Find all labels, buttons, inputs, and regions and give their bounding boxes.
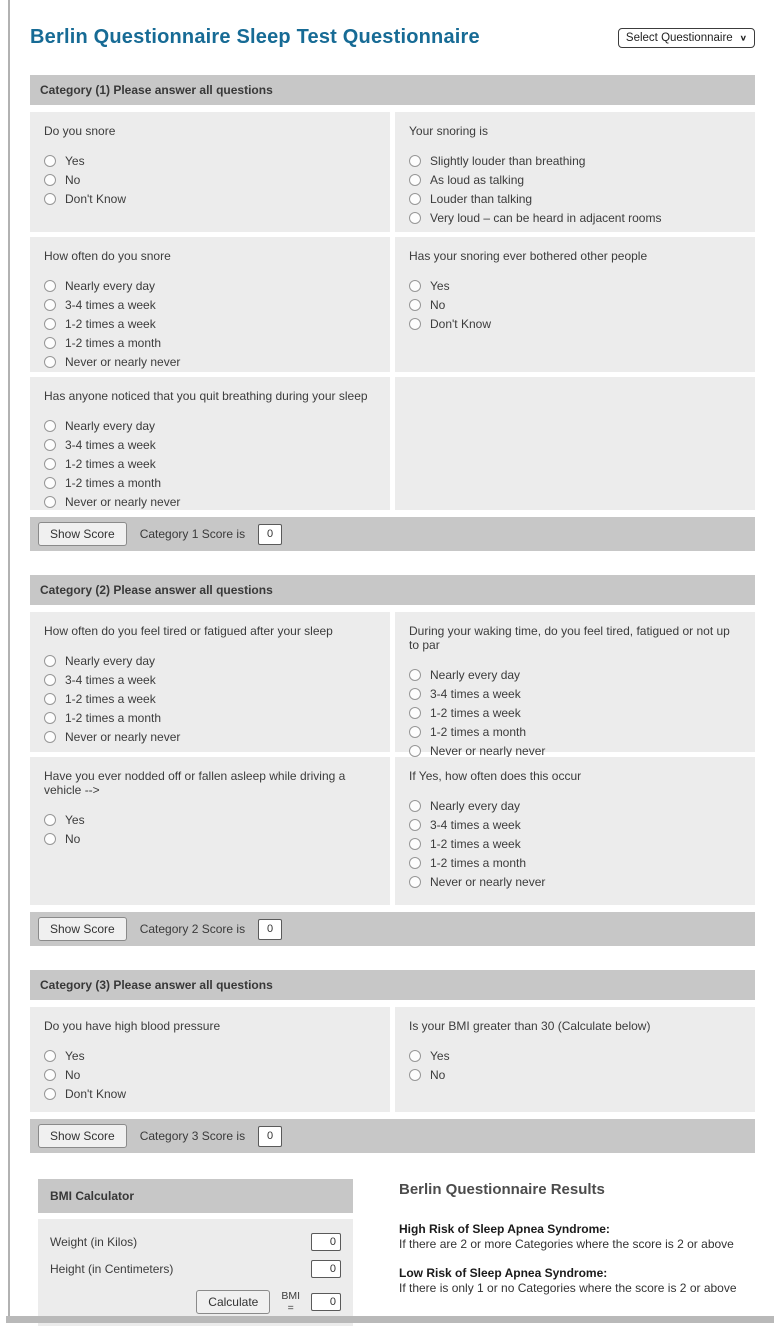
radio-icon[interactable] — [44, 174, 56, 186]
radio-option[interactable] — [44, 473, 376, 492]
options-group — [44, 151, 376, 208]
radio-option[interactable] — [44, 810, 376, 829]
options-group — [409, 151, 741, 227]
question-cell — [30, 612, 390, 752]
radio-icon[interactable] — [44, 299, 56, 311]
radio-option-label: 1-2 times a week — [430, 705, 521, 720]
radio-option-label: No — [65, 831, 81, 846]
question-label: Do you have high blood pressure — [44, 1019, 221, 1033]
radio-option-label: Very loud – can be heard in adjacent rooms — [430, 210, 662, 225]
calculate-button[interactable]: Calculate — [196, 1290, 270, 1314]
category-1-header: Category (1) Please answer all questions — [30, 75, 755, 105]
radio-option-label: 1-2 times a month — [430, 724, 527, 739]
low-risk-text: If there is only 1 or no Categories where the score is 2 or above — [399, 1281, 737, 1295]
radio-option-label: 1-2 times a week — [65, 691, 156, 706]
radio-icon[interactable] — [409, 280, 421, 292]
radio-option-label: 1-2 times a month — [430, 855, 527, 870]
radio-option[interactable] — [44, 708, 376, 727]
radio-option-label: 3-4 times a week — [65, 437, 156, 452]
radio-icon[interactable] — [409, 876, 421, 888]
category-1-questions — [30, 112, 755, 510]
empty-cell — [395, 377, 755, 510]
radio-option[interactable] — [409, 1046, 741, 1065]
category-2-questions — [30, 612, 755, 905]
show-score-button[interactable]: Show Score — [38, 522, 127, 546]
question-label: If Yes, how often does this occur — [409, 769, 582, 783]
radio-icon[interactable] — [409, 1069, 421, 1081]
radio-option[interactable] — [409, 853, 741, 872]
radio-icon[interactable] — [409, 819, 421, 831]
category-2-score-bar — [30, 912, 755, 946]
radio-option[interactable] — [44, 492, 376, 511]
radio-option[interactable] — [409, 796, 741, 815]
radio-option-label: Nearly every day — [430, 798, 521, 813]
radio-icon[interactable] — [44, 1069, 56, 1081]
radio-option-label: 3-4 times a week — [65, 672, 156, 687]
radio-option[interactable] — [409, 815, 741, 834]
radio-option[interactable] — [44, 435, 376, 454]
radio-icon[interactable] — [409, 212, 421, 224]
page-left-border — [8, 0, 10, 1318]
category-3-score-bar — [30, 1119, 755, 1153]
radio-option-label: Don't Know — [65, 1086, 126, 1101]
radio-option-label: 3-4 times a week — [430, 817, 521, 832]
radio-option-label: 1-2 times a month — [65, 710, 162, 725]
bottom-section — [30, 1179, 755, 1326]
radio-option-label: Never or nearly never — [65, 494, 181, 509]
question-cell — [30, 1007, 390, 1112]
show-score-button[interactable]: Show Score — [38, 1124, 127, 1148]
show-score-button[interactable]: Show Score — [38, 917, 127, 941]
question-label: Your snoring is — [409, 124, 488, 138]
radio-option[interactable] — [44, 689, 376, 708]
radio-option-label: Yes — [430, 1048, 450, 1063]
question-label: During your waking time, do you feel tired, fatigued or not up to par — [409, 624, 730, 652]
radio-option[interactable] — [409, 703, 741, 722]
bmi-calculator-body — [38, 1219, 353, 1326]
radio-icon[interactable] — [44, 439, 56, 451]
options-group — [409, 276, 741, 333]
options-group — [44, 416, 376, 511]
radio-option-label: Yes — [65, 1048, 85, 1063]
question-cell — [395, 112, 755, 232]
radio-option-label: 3-4 times a week — [65, 297, 156, 312]
question-cell — [395, 612, 755, 758]
radio-option-label: Never or nearly never — [430, 874, 546, 889]
radio-option[interactable] — [44, 314, 376, 333]
radio-icon[interactable] — [44, 280, 56, 292]
options-group — [44, 276, 376, 371]
radio-option[interactable] — [44, 1046, 376, 1065]
question-label: How often do you snore — [44, 249, 171, 263]
radio-icon[interactable] — [44, 337, 56, 349]
radio-icon[interactable] — [409, 745, 421, 757]
question-label: Has your snoring ever bothered other people — [409, 249, 648, 263]
radio-option[interactable] — [409, 1065, 741, 1084]
radio-icon[interactable] — [409, 726, 421, 738]
radio-option-label: 1-2 times a week — [65, 456, 156, 471]
radio-icon[interactable] — [44, 155, 56, 167]
weight-input[interactable] — [311, 1233, 341, 1251]
question-label: Do you snore — [44, 124, 116, 138]
radio-option-label: Nearly every day — [65, 278, 156, 293]
radio-icon[interactable] — [44, 814, 56, 826]
height-label: Height (in Centimeters) — [50, 1262, 174, 1276]
question-cell — [395, 237, 755, 372]
question-cell — [30, 377, 390, 510]
score-label: Category 3 Score is — [139, 1129, 246, 1143]
radio-option[interactable] — [409, 189, 741, 208]
radio-icon[interactable] — [409, 688, 421, 700]
radio-option[interactable] — [44, 170, 376, 189]
page-header — [30, 26, 755, 49]
radio-icon[interactable] — [409, 318, 421, 330]
radio-option-label: 1-2 times a week — [430, 836, 521, 851]
radio-option[interactable] — [44, 1065, 376, 1084]
radio-option-label: Louder than talking — [430, 191, 533, 206]
calculate-row — [50, 1290, 341, 1314]
options-group — [409, 796, 741, 891]
radio-icon[interactable] — [44, 655, 56, 667]
radio-option-label: No — [430, 1067, 446, 1082]
high-risk-text: If there are 2 or more Categories where the score is 2 or above — [399, 1237, 734, 1251]
radio-icon[interactable] — [44, 318, 56, 330]
radio-option[interactable] — [44, 276, 376, 295]
low-risk-title: Low Risk of Sleep Apnea Syndrome: — [399, 1266, 608, 1280]
radio-option-label: 1-2 times a month — [65, 335, 162, 350]
chevron-down-icon: ∨ — [739, 33, 747, 43]
bmi-result-input[interactable] — [311, 1293, 341, 1311]
radio-icon[interactable] — [44, 356, 56, 368]
radio-option[interactable] — [44, 352, 376, 371]
options-group — [44, 651, 376, 746]
radio-option[interactable] — [44, 333, 376, 352]
radio-icon[interactable] — [44, 712, 56, 724]
radio-option-label: No — [430, 297, 446, 312]
radio-icon[interactable] — [409, 155, 421, 167]
radio-icon[interactable] — [409, 299, 421, 311]
radio-option-label: 1-2 times a week — [65, 316, 156, 331]
radio-option-label: 1-2 times a month — [65, 475, 162, 490]
radio-icon[interactable] — [44, 193, 56, 205]
radio-option[interactable] — [44, 670, 376, 689]
radio-icon[interactable] — [409, 707, 421, 719]
score-input[interactable] — [258, 1126, 282, 1147]
radio-option[interactable] — [409, 314, 741, 333]
radio-option[interactable] — [44, 454, 376, 473]
radio-option[interactable] — [409, 151, 741, 170]
page-bottom-border — [6, 1316, 774, 1323]
score-label: Category 2 Score is — [139, 922, 246, 936]
results-panel — [399, 1179, 737, 1326]
radio-option[interactable] — [44, 727, 376, 746]
radio-option-label: No — [65, 172, 81, 187]
weight-label: Weight (in Kilos) — [50, 1235, 138, 1249]
radio-option-label: Don't Know — [430, 316, 491, 331]
radio-option[interactable] — [409, 208, 741, 227]
radio-option-label: Nearly every day — [65, 418, 156, 433]
height-row — [50, 1260, 341, 1278]
radio-option-label: Slightly louder than breathing — [430, 153, 586, 168]
radio-option-label: No — [65, 1067, 81, 1082]
score-input[interactable] — [258, 524, 282, 545]
question-label: Have you ever nodded off or fallen asleep while driving a vehicle --> — [44, 769, 346, 797]
options-group — [409, 665, 741, 760]
question-cell — [30, 237, 390, 372]
options-group — [44, 810, 376, 848]
radio-option[interactable] — [44, 189, 376, 208]
radio-icon[interactable] — [44, 693, 56, 705]
radio-icon[interactable] — [409, 800, 421, 812]
radio-icon[interactable] — [44, 731, 56, 743]
radio-icon[interactable] — [409, 857, 421, 869]
score-input[interactable] — [258, 919, 282, 940]
radio-option[interactable] — [409, 665, 741, 684]
bmi-calculator — [38, 1179, 353, 1326]
options-group — [409, 1046, 741, 1084]
page-title: Berlin Questionnaire Sleep Test Questionnaire — [30, 26, 480, 48]
radio-option-label: 3-4 times a week — [430, 686, 521, 701]
bmi-equals-label — [281, 1290, 300, 1314]
question-cell — [30, 757, 390, 905]
radio-icon[interactable] — [409, 174, 421, 186]
radio-icon[interactable] — [44, 833, 56, 845]
radio-icon[interactable] — [44, 477, 56, 489]
category-3-section — [30, 970, 755, 1153]
high-risk-title: High Risk of Sleep Apnea Syndrome: — [399, 1222, 610, 1236]
question-cell — [395, 757, 755, 905]
results-heading: Berlin Questionnaire Results — [399, 1181, 605, 1198]
radio-option-label: Never or nearly never — [430, 743, 546, 758]
radio-option-label: As loud as talking — [430, 172, 525, 187]
radio-option[interactable] — [44, 151, 376, 170]
radio-option-label: Yes — [65, 812, 85, 827]
radio-option[interactable] — [409, 722, 741, 741]
radio-option-label: Nearly every day — [65, 653, 156, 668]
weight-row — [50, 1233, 341, 1251]
radio-option-label: Nearly every day — [430, 667, 521, 682]
radio-icon[interactable] — [409, 193, 421, 205]
category-3-header: Category (3) Please answer all questions — [30, 970, 755, 1000]
radio-option-label: Don't Know — [65, 191, 126, 206]
category-1-section — [30, 75, 755, 551]
radio-option[interactable] — [44, 1084, 376, 1103]
equals-sign: = — [287, 1302, 294, 1315]
radio-icon[interactable] — [44, 1050, 56, 1062]
radio-icon[interactable] — [44, 420, 56, 432]
radio-icon[interactable] — [409, 669, 421, 681]
bmi-label: BMI — [281, 1290, 300, 1302]
radio-option-label: Yes — [65, 153, 85, 168]
category-3-questions — [30, 1007, 755, 1112]
radio-option[interactable] — [409, 276, 741, 295]
radio-icon[interactable] — [409, 838, 421, 850]
radio-option[interactable] — [44, 295, 376, 314]
radio-icon[interactable] — [44, 674, 56, 686]
category-2-header: Category (2) Please answer all questions — [30, 575, 755, 605]
radio-option[interactable] — [409, 834, 741, 853]
radio-option[interactable] — [44, 651, 376, 670]
radio-option-label: Never or nearly never — [65, 354, 181, 369]
radio-option[interactable] — [409, 872, 741, 891]
radio-icon[interactable] — [44, 496, 56, 508]
question-label: Is your BMI greater than 30 (Calculate below) — [409, 1019, 651, 1033]
options-group — [44, 1046, 376, 1103]
radio-option[interactable] — [44, 829, 376, 848]
radio-option-label: Yes — [430, 278, 450, 293]
radio-icon[interactable] — [44, 458, 56, 470]
category-1-score-bar — [30, 517, 755, 551]
question-label: How often do you feel tired or fatigued after your sleep — [44, 624, 333, 638]
radio-option-label: Never or nearly never — [65, 729, 181, 744]
question-label: Has anyone noticed that you quit breathing during your sleep — [44, 389, 368, 403]
radio-icon[interactable] — [44, 1088, 56, 1100]
radio-option[interactable] — [409, 170, 741, 189]
radio-option[interactable] — [409, 295, 741, 314]
question-cell — [395, 1007, 755, 1112]
questionnaire-select-label: Select Questionnaire — [625, 32, 733, 44]
radio-option[interactable] — [44, 416, 376, 435]
radio-option[interactable] — [409, 684, 741, 703]
radio-icon[interactable] — [409, 1050, 421, 1062]
question-cell — [30, 112, 390, 232]
score-label: Category 1 Score is — [139, 527, 246, 541]
questionnaire-select[interactable] — [618, 28, 755, 48]
height-input[interactable] — [311, 1260, 341, 1278]
bmi-calculator-header: BMI Calculator — [38, 1179, 353, 1213]
category-2-section — [30, 575, 755, 946]
